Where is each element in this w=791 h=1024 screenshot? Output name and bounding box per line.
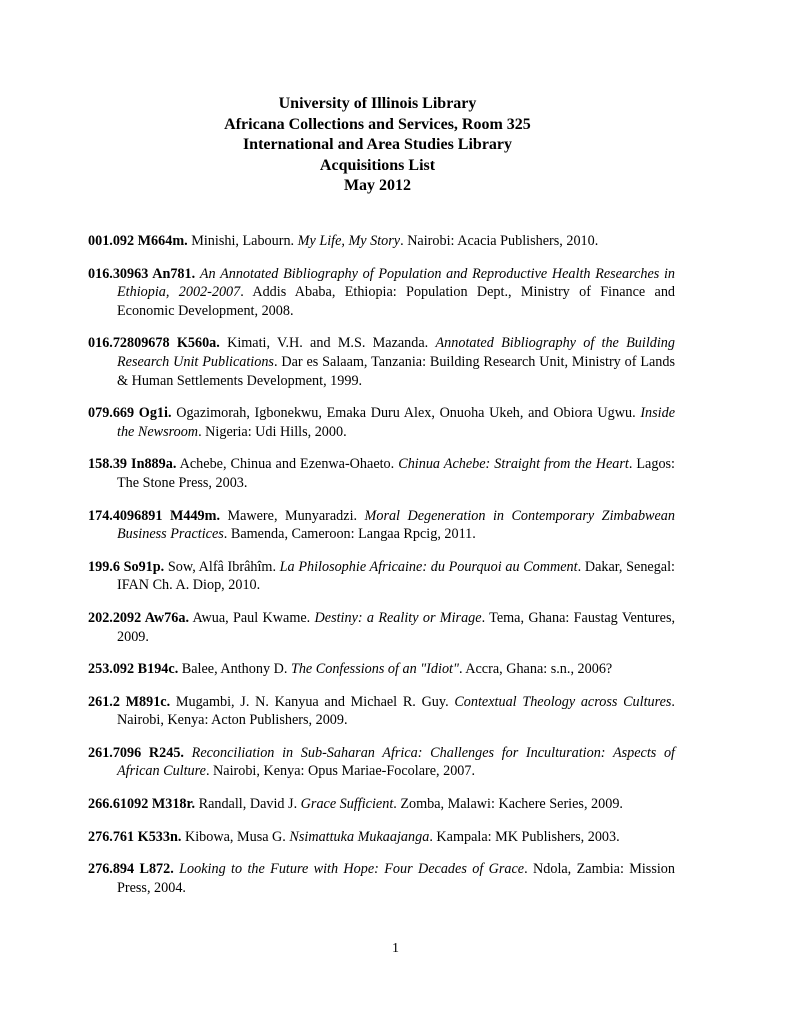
entry-publication: . Addis Ababa, Ethiopia: Population Dept., Ministry of Finance and Economic Development, 2008. <box>117 284 676 319</box>
entry-title: Looking to the Future with Hope: Four Decades of Grace <box>179 861 525 878</box>
entry-publication: . Tema, Ghana: Faustag Ventures, 2009. <box>117 609 676 645</box>
entry-publication: . Dar es Salaam, Tanzania: Building Research Unit, Ministry of Lands & Human Settlements Development, 1999. <box>117 353 675 389</box>
entry-authors: Awua, Paul Kwame. <box>189 609 315 626</box>
entry-publication: . Lagos: The Stone Press, 2003. <box>117 456 676 491</box>
call-number: 016.72809678 K560a. <box>88 335 220 352</box>
entry-publication: . Zomba, Malawi: Kachere Series, 2009. <box>393 796 623 813</box>
entry-publication: . Dakar, Senegal: IFAN Ch. A. Diop, 2010. <box>117 558 675 594</box>
list-item <box>88 404 675 441</box>
entry-authors: Ogazimorah, Igbonekwu, Emaka Duru Alex, Onuoha Ukeh, and Obiora Ugwu. <box>171 405 641 422</box>
entry-authors: Balee, Anthony D. <box>178 661 291 678</box>
call-number: 276.761 K533n. <box>88 828 182 845</box>
entry-publication: . Nairobi, Kenya: Acton Publishers, 2009. <box>117 693 675 729</box>
entry-authors: Kimati, V.H. and M.S. Mazanda. <box>219 335 436 352</box>
entry-title: Reconciliation in Sub-Saharan Africa: Challenges for Inculturation: Aspects of African Culture <box>117 744 676 780</box>
call-number: 202.2092 Aw76a. <box>88 609 190 626</box>
call-number: 261.7096 R245. <box>88 744 184 761</box>
list-item <box>88 828 675 847</box>
entry-authors: Mawere, Munyaradzi. <box>220 507 365 524</box>
entry-authors: Randall, David J. <box>195 796 301 813</box>
entry-publication: . Accra, Ghana: s.n., 2006? <box>458 661 613 678</box>
entry-authors: Kibowa, Musa G. <box>181 828 290 845</box>
list-item <box>88 795 675 814</box>
entry-authors: Sow, Alfâ Ibrâhîm. <box>164 558 280 575</box>
list-item <box>88 693 675 730</box>
entry-title: Annotated Bibliography of the Building Research Unit Publications <box>117 335 675 370</box>
entry-title: Destiny: a Reality or Mirage <box>314 609 482 626</box>
entry-publication: . Bamenda, Cameroon: Langaa Rpcig, 2011. <box>223 526 476 543</box>
document-header <box>0 94 755 197</box>
entry-title: Grace Sufficient <box>300 796 394 813</box>
entry-title: Nsimattuka Mukaajanga <box>289 828 430 845</box>
entry-authors: Mugambi, J. N. Kanyua and Michael R. Guy. <box>170 693 455 710</box>
list-item <box>88 744 675 781</box>
call-number: 266.61092 M318r. <box>88 796 196 813</box>
list-item <box>88 507 675 544</box>
acquisitions-list <box>88 232 675 911</box>
call-number: 199.6 So91p. <box>88 558 165 575</box>
call-number: 261.2 M891c. <box>88 693 171 710</box>
call-number: 158.39 In889a. <box>88 456 177 473</box>
entry-authors: Achebe, Chinua and Ezenwa-Ohaeto. <box>176 456 399 473</box>
header-line-library: University of Illinois Library <box>278 95 477 112</box>
call-number: 174.4096891 M449m. <box>88 507 220 524</box>
list-item <box>88 660 675 679</box>
header-line-date: May 2012 <box>343 177 412 195</box>
entry-title: An Annotated Bibliography of Population and Reproductive Health Researches in Ethiopia, 2002-2007 <box>117 265 675 301</box>
call-number: 079.669 Og1i. <box>88 405 172 422</box>
entry-title: Chinua Achebe: Straight from the Heart <box>398 456 629 473</box>
page-number: 1 <box>392 941 399 956</box>
call-number: 253.092 B194c. <box>88 661 179 678</box>
list-item <box>88 265 675 321</box>
entry-publication: . Ndola, Zambia: Mission Press, 2004. <box>117 861 675 896</box>
entry-publication: . Kampala: MK Publishers, 2003. <box>429 828 620 845</box>
entry-authors <box>184 745 192 761</box>
entry-title: My Life, My Story <box>297 233 401 249</box>
call-number: 001.092 M664m. <box>88 233 188 249</box>
list-item <box>88 232 675 251</box>
header-line-list-title: Acquisitions List <box>319 156 436 174</box>
call-number: 016.30963 An781. <box>88 265 196 282</box>
call-number: 276.894 L872. <box>88 861 174 878</box>
entry-title: Contextual Theology across Cultures <box>454 693 672 710</box>
list-item <box>88 860 675 897</box>
list-item <box>88 609 675 646</box>
entry-title: The Confessions of an "Idiot" <box>290 661 459 678</box>
entry-title: Inside the Newsroom <box>117 405 675 440</box>
entry-publication: . Nairobi, Kenya: Opus Mariae-Focolare, 2007. <box>205 763 476 780</box>
entry-title: La Philosophie Africaine: du Pourquoi au Comment <box>279 558 578 575</box>
entry-authors: Minishi, Labourn. <box>187 233 298 249</box>
entry-publication: . Nairobi: Acacia Publishers, 2010. <box>400 233 599 249</box>
entry-publication: . Nigeria: Udi Hills, 2000. <box>198 423 347 440</box>
list-item <box>88 334 675 390</box>
list-item <box>88 455 675 492</box>
header-line-collections: Africana Collections and Services, Room 325 <box>224 115 531 133</box>
header-line-studies-library: International and Area Studies Library <box>242 136 513 154</box>
entry-title: Moral Degeneration in Contemporary Zimbabwean Business Practices <box>117 507 675 543</box>
list-item <box>88 558 675 595</box>
